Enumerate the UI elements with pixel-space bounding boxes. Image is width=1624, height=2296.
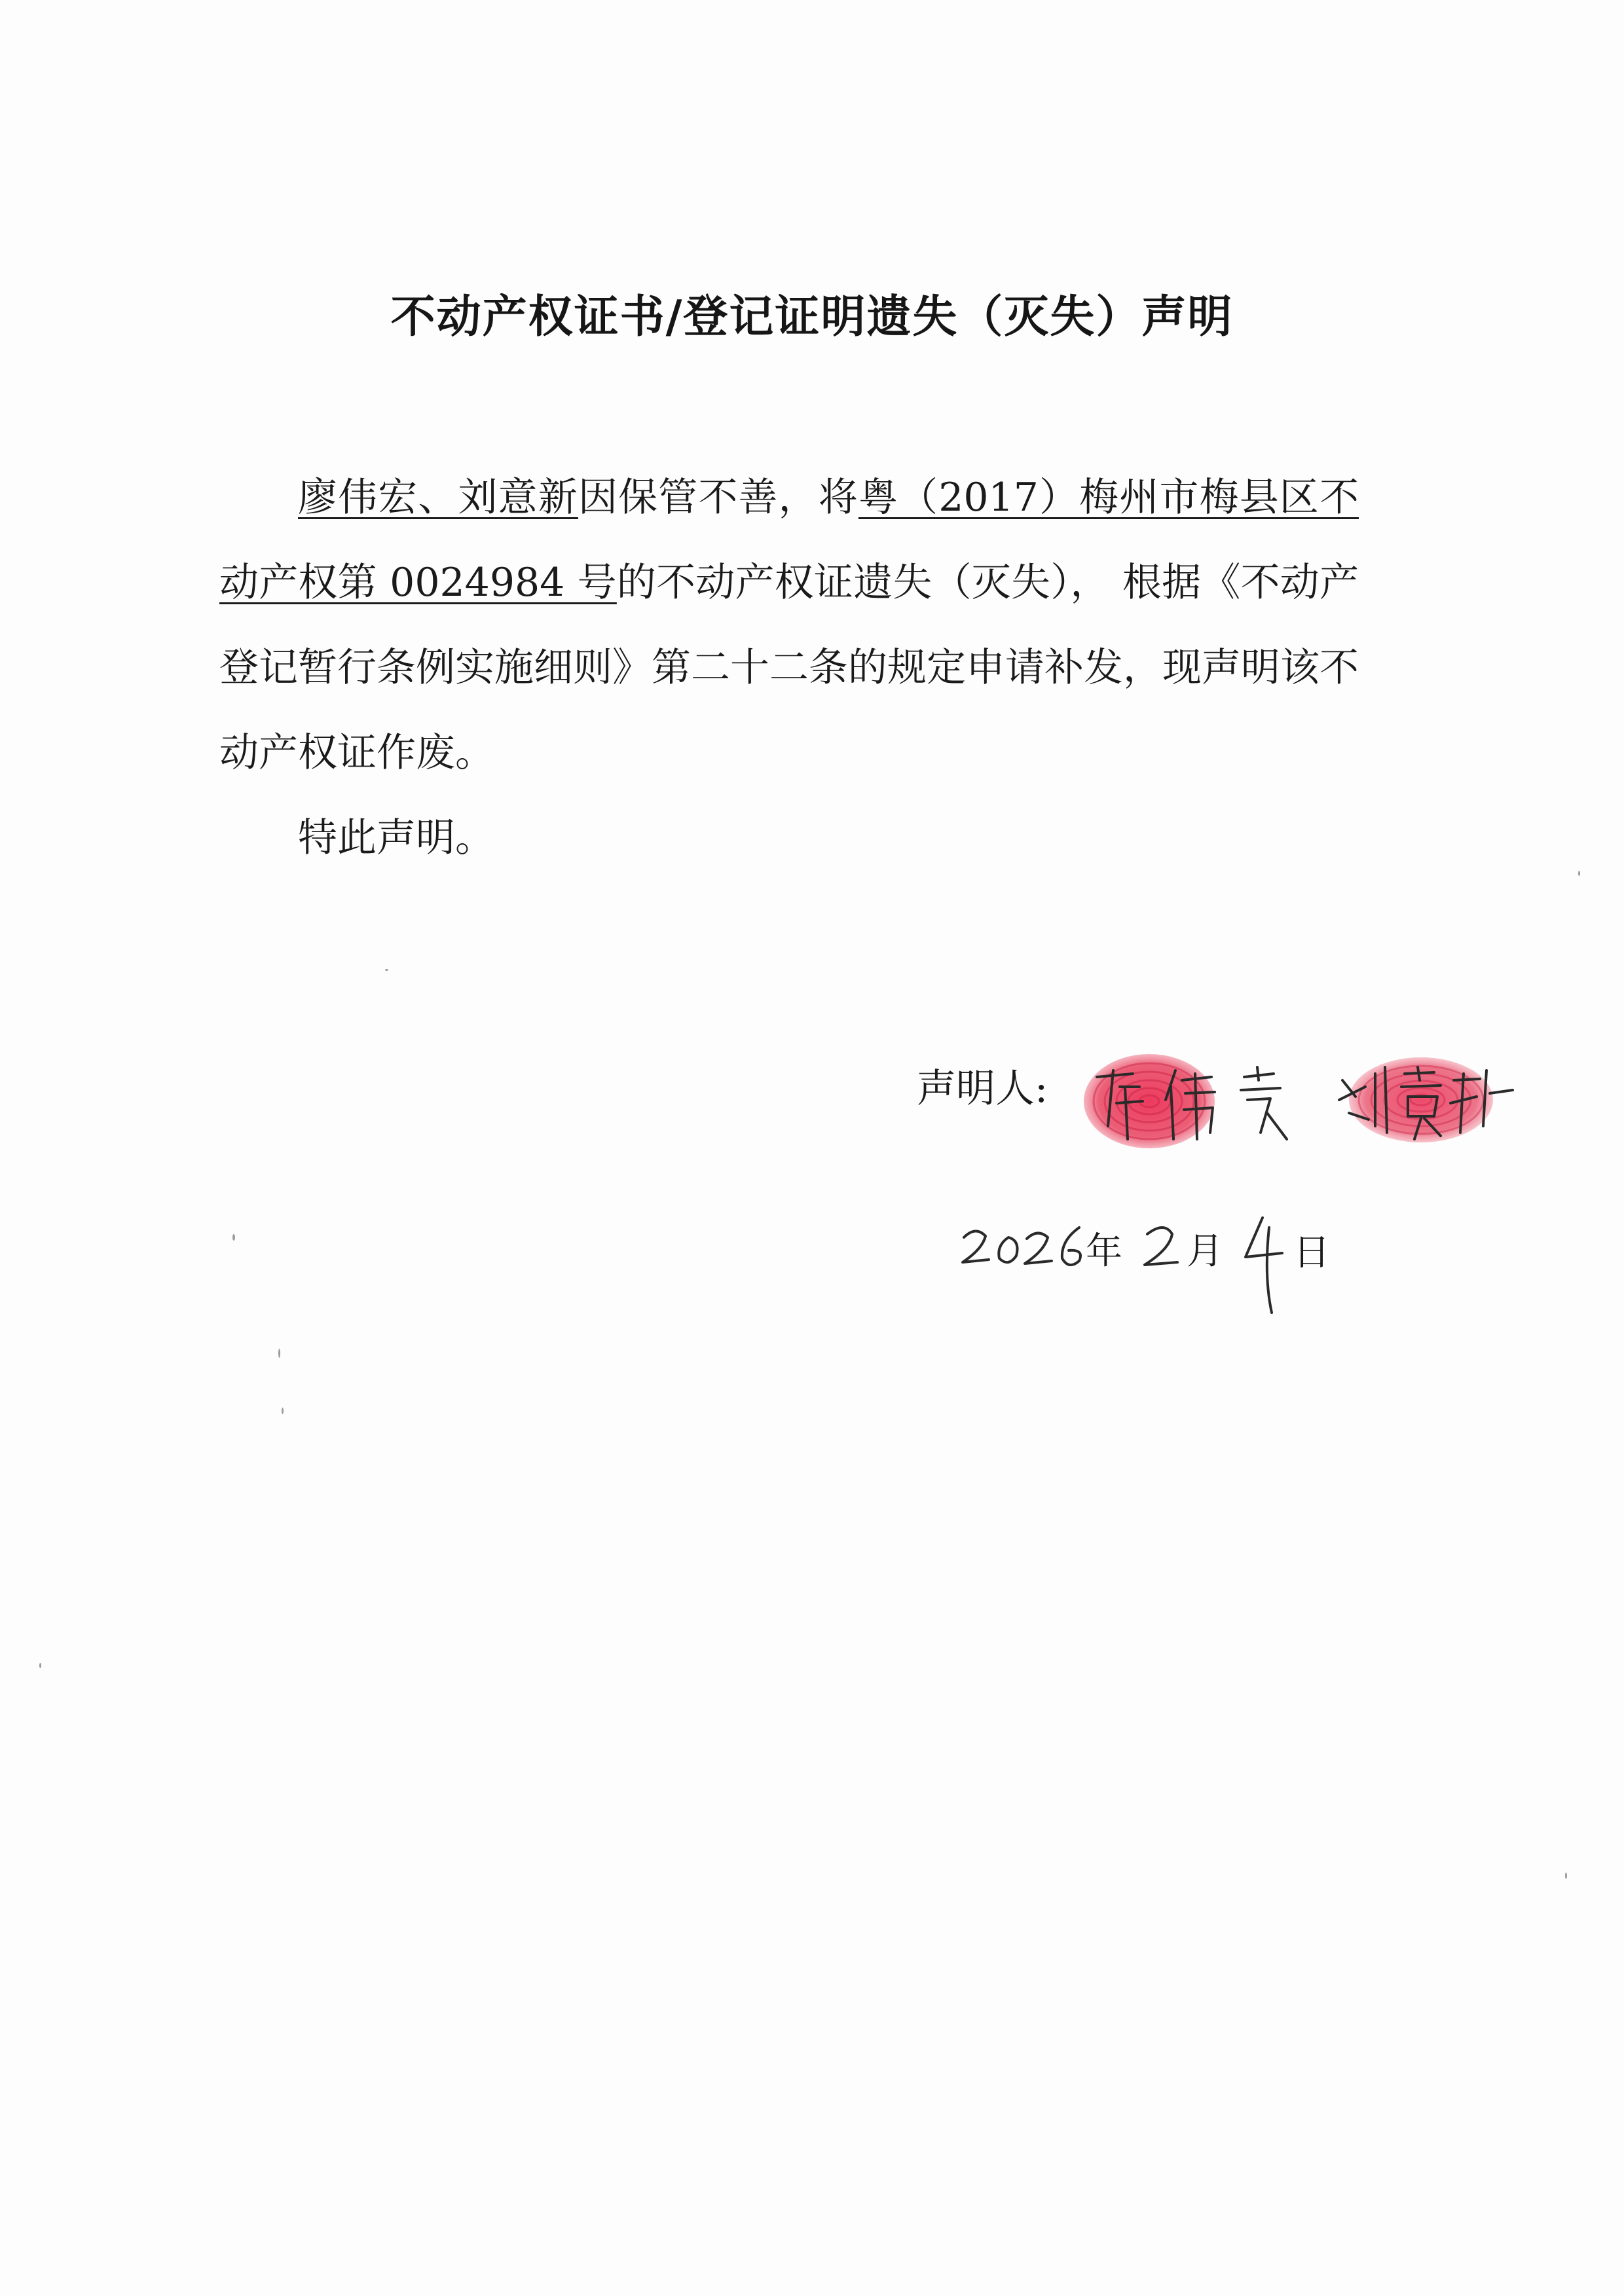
handwritten-year: [963, 1228, 1080, 1265]
handwritten-date: [956, 1205, 1362, 1336]
handwritten-day: [1246, 1218, 1282, 1313]
declarant-label: 声明人:: [917, 1066, 1048, 1112]
handwritten-month: [1145, 1228, 1177, 1265]
month-unit: 月: [1187, 1230, 1223, 1273]
certificate-number: 粤（2017）梅州市梅县区不动产权第 0024984 号: [219, 475, 1359, 606]
scan-speck: [282, 1408, 284, 1414]
day-unit: 日: [1293, 1231, 1330, 1274]
closing-statement: 特此声明。: [298, 815, 494, 861]
scan-speck: [385, 969, 388, 971]
scan-speck: [1565, 1872, 1567, 1879]
document-title: 不动产权证书/登记证明遗失（灭失）声明: [390, 291, 1234, 343]
scan-speck: [1578, 871, 1580, 876]
declaration-body: [219, 455, 1359, 881]
declaration-text-1: 因保管不善，将: [578, 475, 858, 520]
declaration-paragraph: [219, 455, 1359, 795]
year-unit: 年: [1086, 1230, 1122, 1273]
owner-names: 廖伟宏、刘意新: [298, 475, 578, 520]
signing-date: [956, 1205, 1362, 1336]
signature-block: [917, 1041, 1545, 1159]
declaration-text-2: 的不动产权证遗失（灭失）， 根据《不动产登记暂行条例实施细则》第二十二条的规定申请补发，现声明该不动产权证作废。: [219, 560, 1359, 776]
scan-speck: [232, 1234, 235, 1241]
scan-speck: [39, 1663, 41, 1668]
scan-speck: [278, 1349, 280, 1358]
fingerprint-seal-2: [1349, 1057, 1493, 1142]
